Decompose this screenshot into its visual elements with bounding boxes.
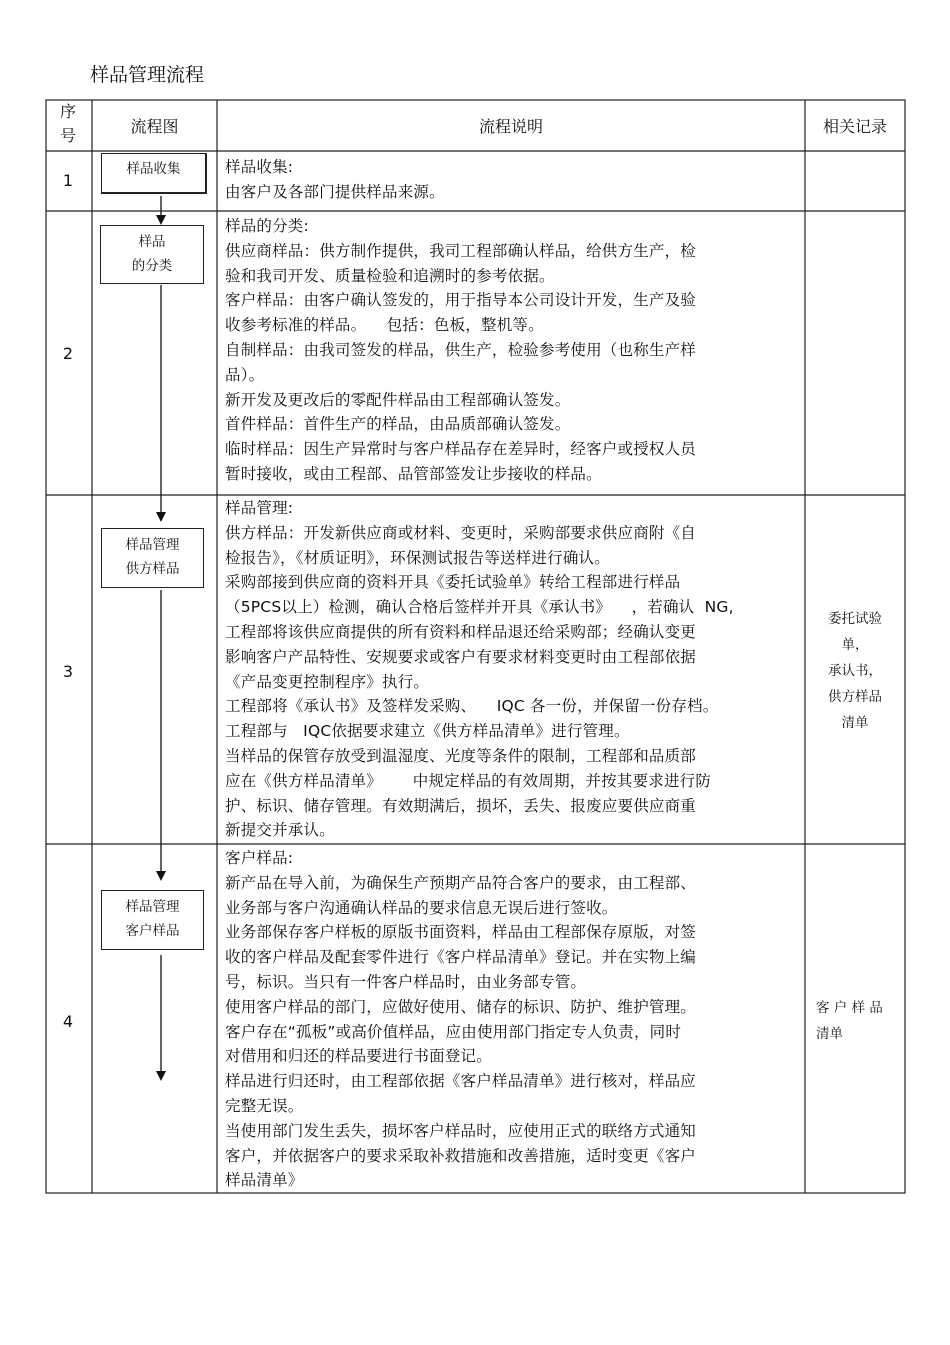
page-title: 样品管理流程 — [90, 64, 205, 86]
flow-box-collect: 样品收集 — [101, 153, 207, 194]
arrow-head — [156, 512, 166, 522]
row-3-description: 样品管理: 供方样品：开发新供应商或材料、变更时，采购部要求供应商附《自 检报告》，《材质证明》，环保测试报告等送样进行确认。 采购部接到供应商的资料开具《委托试验单》转给工程部进行样品 （5PCS以上）检测，确认合格后签样并开具《承认书》 ，若确认 NG, 工程部将该供应商提供的所有资料和样品退还给采购部；经确认变更 影响客户产品特性、安规要求或客户有要求材料变更时由工程部依据 《产品变更控制程序》执行。 工程部将《承认书》及签样发采购、 IQC 各一份，并保留一份存档。 工程部与 IQC依据要求建立《供方样品清单》进行管理。 当样品的保管存放受到温湿度、光度等条件的限制，工程部和品质部 应在《供方样品清单》 中规定样品的有效周期，并按其要求进行防 护、标识、储存管理。有效期满后，损坏，丢失、报废应要供应商重 新提交并承认。 — [225, 499, 734, 840]
row-seq-4: 4 — [62, 1012, 74, 1031]
arrow-head — [156, 871, 166, 881]
header-desc: 流程说明 — [478, 117, 543, 136]
row-seq-1: 1 — [62, 171, 74, 190]
flow-box-customer-sample: 样品管理 客户样品 — [101, 890, 204, 950]
arrow-head — [156, 215, 166, 225]
row-seq-2: 2 — [62, 344, 74, 363]
row-2-description: 样品的分类: 供应商样品：供方制作提供，我司工程部确认样品，给供方生产，检 验和我司开发、质量检验和追溯时的参考依据。 客户样品：由客户确认签发的，用于指导本公司设计开发，生产及验 收参考标准的样品。 包括：色板，整机等。 自制样品：由我司签发的样品，供生产，检验参考使用（也称生产样 品）。 新开发及更改后的零配件样品由工程部确认签发。 首件样品：首件生产的样品，由品质部确认签发。 临时样品：因生产异常时与客户样品存在差异时，经客户或授权人员 暂时接收，或由工程部、品管部签发让步接收的样品。 — [225, 217, 697, 483]
row-seq-3: 3 — [62, 662, 74, 681]
row-1-description: 样品收集: 由客户及各部门提供样品来源。 — [225, 158, 445, 201]
header-flow: 流程图 — [130, 117, 179, 136]
row-3-records: 委托试验 单， 承认书， 供方样品 清单 — [828, 611, 882, 731]
header-seq: 序号 — [59, 102, 76, 145]
flow-box-supplier-sample: 样品管理 供方样品 — [101, 528, 204, 588]
arrow-head — [156, 1071, 166, 1081]
row-4-records: 客 户 样 品 清单 — [816, 1000, 883, 1042]
flow-box-classify: 样品 的分类 — [100, 225, 204, 284]
header-records: 相关记录 — [822, 117, 887, 136]
row-4-description: 客户样品: 新产品在导入前，为确保生产预期产品符合客户的要求，由工程部、 业务部与客户沟通确认样品的要求信息无误后进行签收。 业务部保存客户样板的原版书面资料，样品由工程部保存原版，对签 收的客户样品及配套零件进行《客户样品清单》登记。并在实物上编 号，标识。当只有一件客户样品时，由业务部专管。 使用客户样品的部门，应做好使用、储存的标识、防护、维护管理。 客户存在“孤板”或高价值样品，应由使用部门指定专人负责，同时 对借用和归还的样品要进行书面登记。 样品进行归还时，由工程部依据《客户样品清单》进行核对，样品应 完整无误。 当使用部门发生丢失，损坏客户样品时，应使用正式的联络方式通知 客户，并依据客户的要求采取补救措施和改善措施，适时变更《客户 样品清单》 — [225, 849, 697, 1190]
